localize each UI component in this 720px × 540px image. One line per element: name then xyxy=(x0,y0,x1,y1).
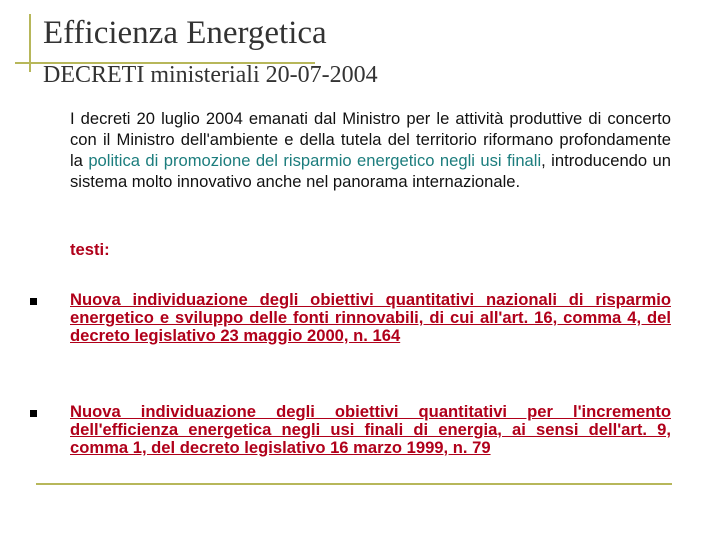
slide-subtitle: DECRETI ministeriali 20-07-2004 xyxy=(43,62,378,88)
slide-title: Efficienza Energetica xyxy=(43,15,327,51)
bullet-square-icon xyxy=(30,298,37,305)
intro-text-part1: I decreti 20 luglio 2004 emanati dal Ministro per le attività produttive di concerto con il Ministro dell'ambiente e della tutela del territorio riformano profondamente la xyxy=(70,109,671,170)
intro-paragraph xyxy=(70,108,671,192)
testi-label: testi: xyxy=(70,240,110,259)
decree-link-1[interactable]: Nuova individuazione degli obiettivi quantitativi nazionali di risparmio energetico e sviluppo delle fonti rinnovabili, di cui all'art. 16, comma 4, del decreto legislativo 23 maggio 2000, n. 164 xyxy=(70,290,671,345)
decree-link-2[interactable]: Nuova individuazione degli obiettivi quantitativi per l'incremento dell'efficienza energetica negli usi finali di energia, ai sensi dell'art. 9, comma 1, del decreto legislativo 16 marzo 1999, n. 79 xyxy=(70,402,671,457)
bullet-square-icon xyxy=(30,410,37,417)
footer-divider xyxy=(36,483,672,485)
intro-highlight: politica di promozione del risparmio energetico negli usi finali xyxy=(88,151,542,170)
intro-text-part2: , introducendo un sistema molto innovativo anche nel panorama internazionale. xyxy=(70,151,671,191)
